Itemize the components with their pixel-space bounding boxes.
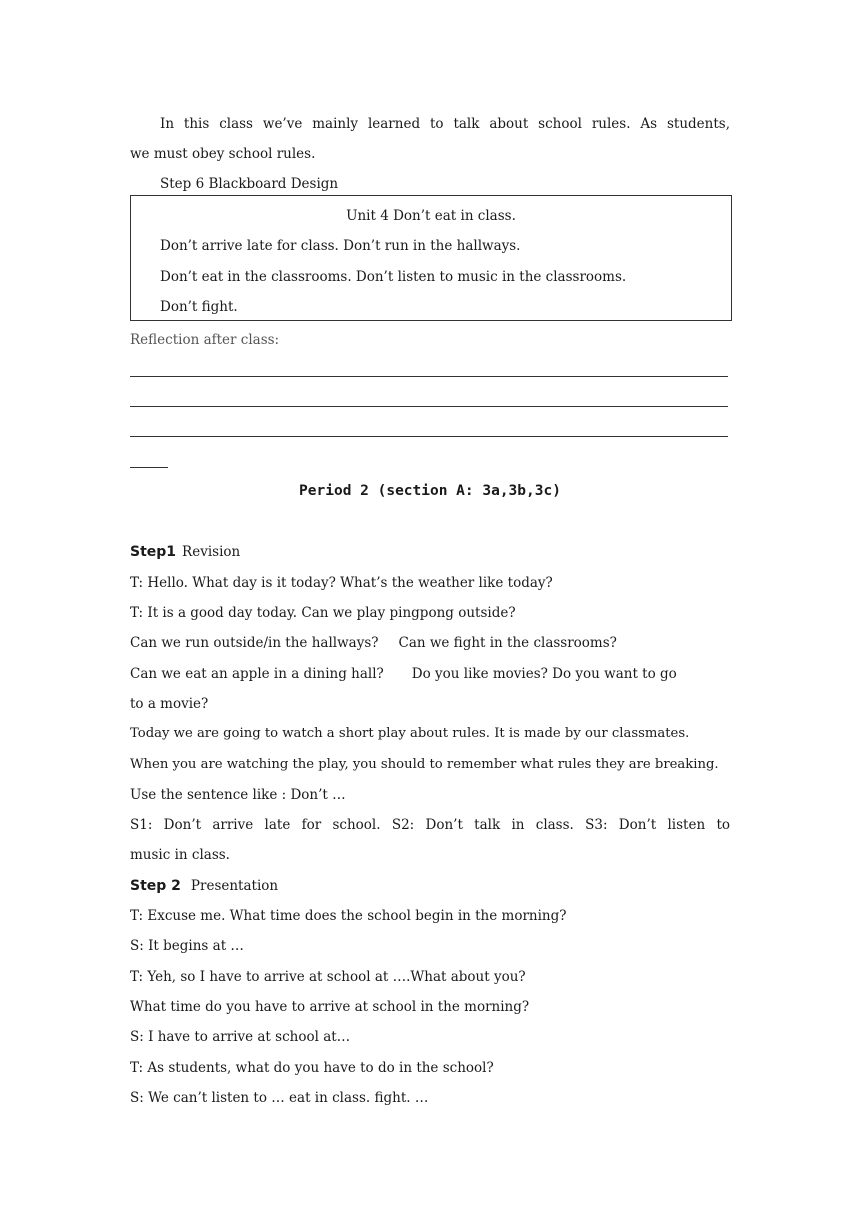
blackboard-title: Unit 4 Don’t eat in class. [346,208,516,224]
step2-header [130,876,730,896]
step2-line: T: Yeh, so I have to arrive at school at ….What about you? [130,969,526,985]
reflection-rule-1 [130,376,728,377]
blackboard-line-2: Don’t eat in the classrooms. Don’t listen to music in the classrooms. [160,269,627,285]
step1-line: Do you like movies? Do you want to go [411,666,677,682]
step2-line: What time do you have to arrive at school in the morning? [130,999,530,1015]
step1-header [130,542,730,562]
step1-line-pair [130,633,730,653]
step1-line: Can we fight in the classrooms? [398,635,617,651]
step1-line: to a movie? [130,696,209,712]
step1-line: Can we eat an apple in a dining hall? [130,666,384,682]
step1-line: S1: Don’t arrive late for school. S2: Don’t talk in class. S3: Don’t listen to [130,817,730,833]
step2-line: S: I have to arrive at school at… [130,1029,351,1045]
blackboard-line-1: Don’t arrive late for class. Don’t run in the hallways. [160,238,521,254]
step1-line: music in class. [130,847,230,863]
step1-line: Use the sentence like : Don’t … [130,787,346,803]
step2-line: S: It begins at … [130,938,244,954]
step1-line-pair [130,664,730,684]
reflection-label: Reflection after class: [130,332,280,348]
step1-line: T: Hello. What day is it today? What’s the weather like today? [130,575,553,591]
intro-line-2: we must obey school rules. [130,146,316,162]
reflection-rule-4 [130,467,168,468]
reflection-rule-3 [130,436,728,437]
step6-label: Step 6 Blackboard Design [160,176,339,192]
step1-line: Can we run outside/in the hallways? [130,635,379,651]
blackboard-box [130,195,732,321]
step2-label: Step 2 [130,878,181,894]
period2-heading: Period 2 (section A: 3a,3b,3c) [299,483,561,499]
step1-line: T: It is a good day today. Can we play pingpong outside? [130,605,516,621]
step2-line: T: As students, what do you have to do in the school? [130,1060,494,1076]
step2-line: S: We can’t listen to … eat in class. fight. … [130,1090,429,1106]
step1-line: When you are watching the play, you should to remember what rules they are breaking. [130,757,719,772]
step1-label: Step1 [130,544,177,560]
blackboard-line-3: Don’t fight. [160,299,238,315]
step2-title: Presentation [190,878,279,894]
reflection-rule-2 [130,406,728,407]
step1-line: Today we are going to watch a short play about rules. It is made by our classmates. [130,726,690,741]
step2-line: T: Excuse me. What time does the school begin in the morning? [130,908,567,924]
step1-title: Revision [182,544,241,560]
intro-line-1: In this class we’ve mainly learned to talk about school rules. As students, [160,116,730,132]
